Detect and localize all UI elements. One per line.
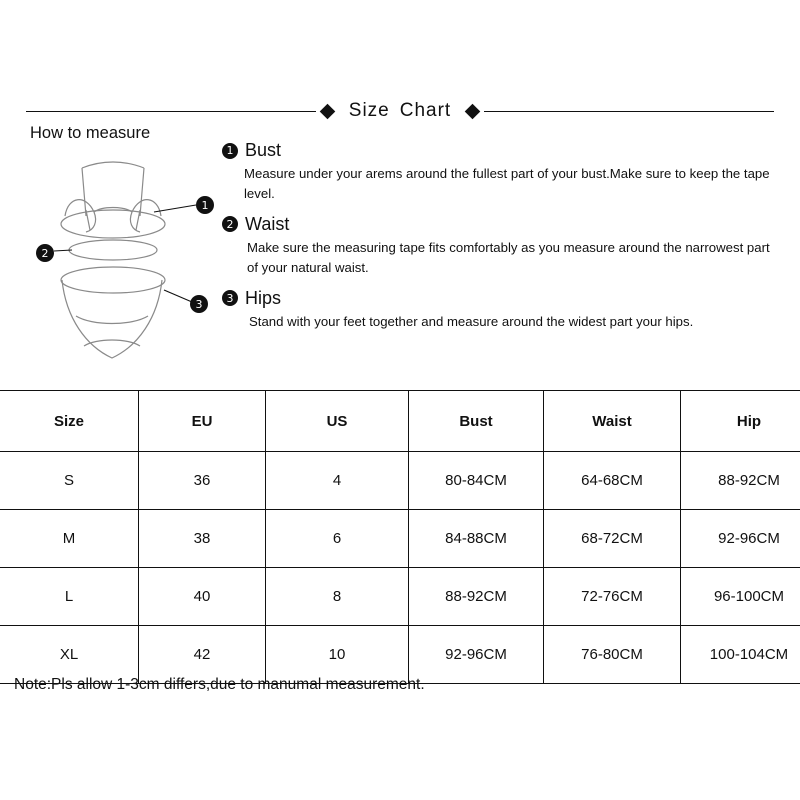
instruction-waist-body: Make sure the measuring tape fits comfortably as you measure around the narrowest part of your natural waist.	[247, 239, 770, 276]
how-to-measure-label: How to measure	[30, 124, 151, 142]
cell-hip: 92-96CM	[681, 510, 800, 568]
size-table-wrapper	[0, 390, 800, 684]
cell-bust: 84-88CM	[409, 510, 544, 568]
measurement-illustration	[24, 150, 214, 365]
instructions-list	[222, 140, 782, 341]
figure-marker-1: 1	[196, 196, 214, 214]
cell-bust: 88-92CM	[409, 568, 544, 626]
cell-size: S	[0, 452, 139, 510]
title-word-chart: Chart	[399, 100, 452, 121]
table-header-size: Size	[0, 391, 139, 452]
figure-marker-2: 2	[36, 244, 54, 262]
cell-eu: 42	[139, 626, 266, 684]
bullet-number-3: 3	[222, 290, 238, 306]
cell-eu: 36	[139, 452, 266, 510]
size-table	[0, 390, 800, 684]
title-rule-left	[26, 111, 316, 112]
cell-eu: 40	[139, 568, 266, 626]
cell-waist: 72-76CM	[544, 568, 681, 626]
cell-us: 6	[266, 510, 409, 568]
cell-us: 4	[266, 452, 409, 510]
cell-hip: 88-92CM	[681, 452, 800, 510]
instruction-bust-title: Bust	[245, 140, 282, 160]
table-row	[0, 510, 800, 568]
instruction-bust	[222, 140, 782, 205]
cell-us: 10	[266, 626, 409, 684]
cell-waist: 68-72CM	[544, 510, 681, 568]
measurement-note: Note:Pls allow 1-3cm differs,due to manumal measurement.	[14, 676, 425, 693]
cell-hip: 100-104CM	[681, 626, 800, 684]
cell-us: 8	[266, 568, 409, 626]
table-row	[0, 452, 800, 510]
title-word-size: Size	[348, 100, 390, 121]
cell-bust: 80-84CM	[409, 452, 544, 510]
cell-size: XL	[0, 626, 139, 684]
table-header-bust: Bust	[409, 391, 544, 452]
diamond-icon-left	[320, 103, 336, 119]
instruction-hips	[222, 288, 782, 332]
cell-size: L	[0, 568, 139, 626]
instruction-waist	[222, 214, 782, 279]
page-title-row	[0, 96, 800, 126]
figure-marker-3: 3	[190, 295, 208, 313]
instruction-waist-heading	[222, 214, 782, 235]
bullet-number-2: 2	[222, 216, 238, 232]
table-row	[0, 568, 800, 626]
page-title	[339, 100, 461, 122]
table-header-waist: Waist	[544, 391, 681, 452]
table-header-us: US	[266, 391, 409, 452]
bullet-number-1: 1	[222, 143, 238, 159]
table-header-row	[0, 391, 800, 452]
instruction-waist-title: Waist	[245, 213, 290, 234]
cell-waist: 64-68CM	[544, 452, 681, 510]
cell-size: M	[0, 510, 139, 568]
instruction-hips-heading	[222, 288, 782, 309]
cell-waist: 76-80CM	[544, 626, 681, 684]
instruction-hips-title: Hips	[245, 287, 282, 308]
cell-hip: 96-100CM	[681, 568, 800, 626]
diamond-icon-right	[465, 103, 481, 119]
cell-eu: 38	[139, 510, 266, 568]
instruction-hips-body: Stand with your feet together and measure around the widest part your hips.	[249, 313, 694, 329]
table-header-eu: EU	[139, 391, 266, 452]
instruction-bust-heading	[222, 140, 782, 161]
cell-bust: 92-96CM	[409, 626, 544, 684]
table-row	[0, 626, 800, 684]
instruction-bust-body: Measure under your arems around the fullest part of your bust.Make sure to keep the tape level.	[244, 166, 770, 202]
table-header-hip: Hip	[681, 391, 800, 452]
title-rule-right	[484, 111, 774, 112]
